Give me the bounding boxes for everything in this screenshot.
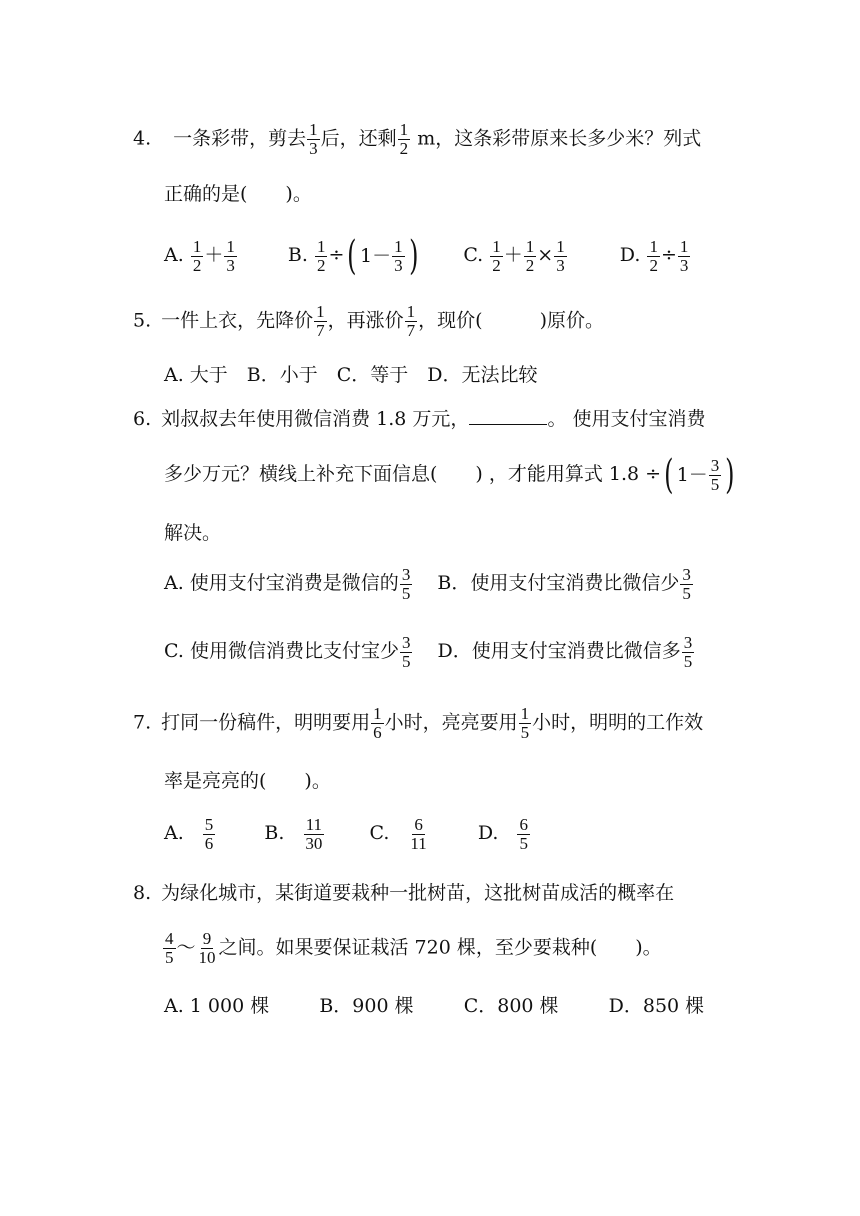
fraction: $\frac{1}{3}$: [309, 120, 318, 158]
option-d[interactable]: D．使用支付宝消费比微信多 $\frac{3}{5}$: [437, 633, 693, 671]
option-b[interactable]: B．900 棵: [319, 995, 414, 1017]
option-d[interactable]: D. $\frac{1}{2}$ ÷ $\frac{1}{3}$: [619, 236, 689, 275]
option-a[interactable]: A. $\frac{1}{2}$ ＋ $\frac{1}{3}$: [164, 236, 235, 275]
fraction: $\frac{1}{7}$: [406, 302, 416, 340]
question-text: 小时，亮亮要用: [384, 711, 518, 734]
range-symbol: ～: [176, 936, 196, 959]
question-4-line-1: [133, 121, 701, 158]
question-text: 后，还剩: [320, 127, 397, 150]
question-text: ，现价( )原价。: [418, 309, 604, 332]
question-text: 打同一份稿件，明明要用: [161, 711, 371, 734]
option-d[interactable]: D．850 棵: [608, 995, 705, 1017]
option-c[interactable]: C. $\frac{1}{2}$ ＋ $\frac{1}{2}$ × $\frac{1}{3}$: [463, 236, 565, 275]
question-8-options: [164, 997, 704, 1016]
option-a[interactable]: A. $\frac{5}{6}$: [164, 815, 214, 853]
option-c[interactable]: C. $\frac{6}{11}$: [369, 815, 427, 853]
question-6-line-1: [133, 410, 705, 429]
fraction: $\frac{1}{5}$: [520, 704, 530, 742]
options-text[interactable]: A. 大于 B．小于 C．等于 D．无法比较: [164, 364, 538, 386]
question-4-options: [164, 233, 691, 279]
option-b[interactable]: B. $\frac{11}{30}$: [264, 815, 323, 853]
question-number: 7.: [133, 711, 152, 734]
question-text: ，再涨价: [327, 309, 404, 332]
option-b[interactable]: B．使用支付宝消费比微信少 $\frac{3}{5}$: [437, 565, 691, 603]
question-text: 刘叔叔去年使用微信消费 1.8 万元，: [161, 408, 470, 430]
question-text: 为绿化城市，某街道要栽种一批树苗，这批树苗成活的概率在: [161, 882, 675, 904]
option-c[interactable]: C. 使用微信消费比支付宝少 $\frac{3}{5}$: [164, 633, 411, 671]
question-number: 4.: [133, 127, 152, 150]
question-7-line-1: [133, 705, 703, 742]
question-number: 8.: [133, 882, 152, 904]
question-text: 一件上衣，先降价: [161, 309, 314, 332]
question-text: 。 使用支付宝消费: [547, 408, 706, 430]
expression: ( 1－ $\frac{3}{5}$ ): [664, 452, 735, 498]
question-number: 6.: [133, 408, 152, 430]
option-a[interactable]: A. 1 000 棵: [164, 995, 270, 1017]
question-text: 小时，明明的工作效: [532, 711, 704, 734]
question-6-options-row-2: [164, 634, 695, 671]
option-b[interactable]: B. $\frac{1}{2}$ ÷ ( 1－ $\frac{1}{3}$ ): [287, 233, 419, 279]
fraction: $\frac{4}{5}$: [165, 929, 174, 967]
question-text: 之间。如果要保证栽活 720 棵，至少要栽种( )。: [218, 936, 662, 959]
question-6-line-3: [164, 524, 221, 543]
question-text: m，这条彩带原来长多少米？列式: [411, 127, 702, 150]
fill-blank[interactable]: [469, 410, 547, 425]
question-7-options: [164, 816, 531, 853]
option-a[interactable]: A. 使用支付宝消费是微信的 $\frac{3}{5}$: [164, 565, 411, 603]
question-number: 5.: [133, 309, 152, 332]
question-text: 率是亮亮的( )。: [164, 770, 331, 792]
question-text: 解决。: [164, 522, 222, 544]
fraction: $\frac{1}{2}$: [399, 120, 409, 158]
question-5-line-1: [133, 303, 604, 340]
question-text: 正确的是( )。: [164, 183, 312, 205]
question-4-line-2: [164, 185, 312, 204]
question-8-line-2: [162, 930, 662, 967]
fraction: $\frac{9}{10}$: [198, 929, 216, 967]
question-5-options[interactable]: [164, 366, 538, 385]
question-6-line-2: [164, 452, 738, 498]
option-c[interactable]: C．800 棵: [463, 995, 559, 1017]
fraction: $\frac{1}{6}$: [373, 704, 382, 742]
option-d[interactable]: D. $\frac{6}{5}$: [477, 815, 528, 853]
question-7-line-2: [164, 772, 331, 791]
question-8-line-1: [133, 884, 674, 903]
question-text: 一条彩带，剪去: [173, 127, 307, 150]
question-6-options-row-1: [164, 566, 694, 603]
fraction: $\frac{1}{7}$: [316, 302, 325, 340]
question-text: 多少万元？横线上补充下面信息( ) ，才能用算式 1.8 ÷: [164, 463, 662, 485]
